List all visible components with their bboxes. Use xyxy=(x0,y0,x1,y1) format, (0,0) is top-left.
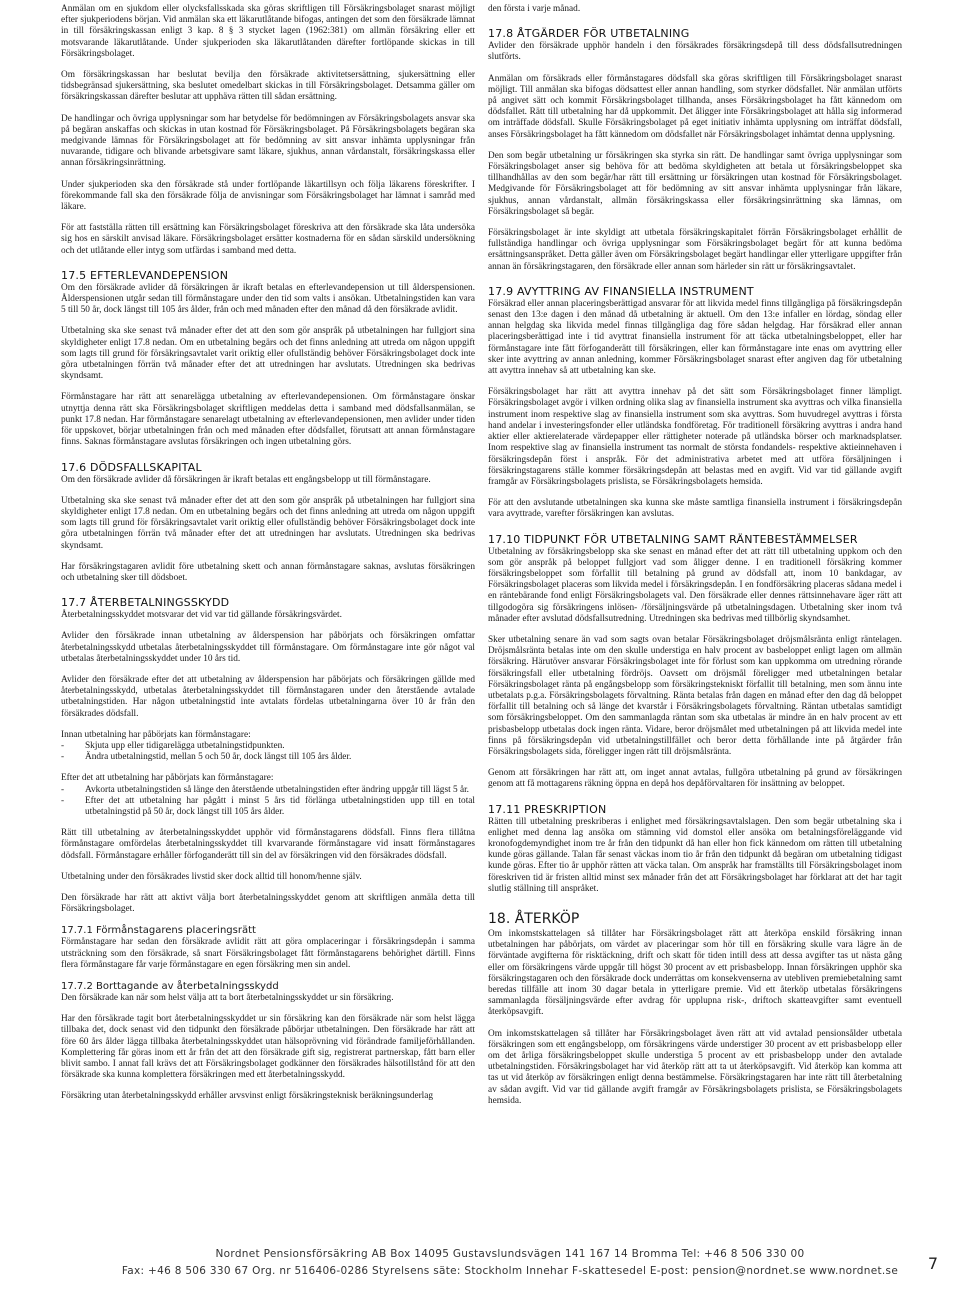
list-intro: Efter det att utbetalning har påbörjats kan förmånstagare: xyxy=(61,773,274,784)
paragraph: För att den avslutande utbetalningen ska kunna ske måste samtliga finansiella instrument i försäkringsdepån vara avyttrade, varefter försäkringen kan avslutas. xyxy=(488,498,902,520)
paragraph: Utbetalning ska ske senast två månader efter det att den som gör anspråk på utbetalningen har fullgjort sina skyldigheter enligt 17.8 nedan. Om en utbetalning begärs och det finns anledning att utreda om någon uppgift som lagts till grund för försäkringsavtalet varit oriktig eller ofullständig behöver Försäkringsbolaget dock inte göra utbetalningen förrän två månader efter det att utredningen har avslutats. Utredningen ska bedrivas skyndsamt. xyxy=(61,326,475,382)
paragraph: De handlingar och övriga upplysningar som har betydelse för bedömningen av Försäkringsbolagets ansvar ska på begäran anskaffas och skickas in utan kostnad för Försäkringsbolaget. På Försäkringsbolagets begäran ska medgivande lämnas för Försäkringsbolaget att för bedömning av sitt ansvar inhämta upplysningar från nuvarande, tidigare och blivande arbetsgivare samt läkare, sjukhus, annan vårdanstalt, försäkringskassa eller annan försäkringsinrättning. xyxy=(61,113,475,169)
paragraph: Sker utbetalning senare än vad som sagts ovan betalar Försäkringsbolaget dröjsmålsränta enligt räntelagen. Dröjsmålsränta betalas inte om den skulle understiga en halv procent av basbeloppet enligt lagen om allmän försäkring. Härutöver ansvarar Försäkringsbolaget inte för förlust som kan uppkomma om utredning rörande försäkringsfall eller utbetalning fördröjs. Oavsett om dröjsmål föreligger med utbetalningen betalar Försäkringsbolaget ränta på engångsbelopp som försäkringstekniskt förfallit till betalning, men som ännu inte utbetalats p.g.a. Försäkringsbolagets förvaltning. Ränta betalas från dagen en månad efter den dag då beloppet förfallit till betalning och så länge det kvarstår i Försäkringsbolagets förvaltning. Räntan utbetalas samtidigt som försäkringsbeloppet. Om den sammanlagda räntan som ska utbetalas är mindre än en halv procent av ett prisbasbelopp utbetalas dock ingen ränta. Vidare, beror dröjsmålet med utbetalningen på att likvida medel inte finns på försäkringsdepån vid utbetalningstillfället och beror detta förhållande inte på åtgärder från Försäkringsbolagets sida, föreligger ingen rätt till dröjsmålsränta. xyxy=(488,634,902,757)
footer-contact: Fax: +46 8 506 330 67 Org. nr 516406-0286 Styrelsens säte: Stockholm Innehar F-skattesedel E-post: pension@nordnet.se www.nordnet.se xyxy=(121,1265,899,1277)
paragraph: Försäkringsbolaget är inte skyldigt att utbetala försäkringskapitalet förrän Försäkringsbolaget erhållit de fullständiga handlingar och övriga upplysningar som Försäkringsbolaget begärt för att kunna bedöma ersättningsanspråket. Detta gäller även om Försäkringsbolaget begärt handlingar eller ytterligare uppgifter från annan än försäkringstagaren, den försäkrade eller annan som härleder sin rätt ur försäkringsavtalet. xyxy=(488,228,902,272)
left-column xyxy=(61,4,475,1103)
section-heading-17-10: 17.10 TIDPUNKT FÖR UTBETALNING SAMT RÄNTEBESTÄMMELSER xyxy=(488,532,858,546)
section-heading-17-9: 17.9 AVYTTRING AV FINANSIELLA INSTRUMENT xyxy=(488,284,754,298)
paragraph: Har den försäkrade tagit bort återbetalningsskyddet ur sin försäkring kan den försäkrade när som helst lägga tillbaka det, dock senast vid den tidpunkt den försäkrade påbörjar utbetalningen. Den försäkrade har rätt att före 60 års ålder lägga tillbaka återbetalningsskyddet utan hälsoprövning vid förändrade familjeförhållanden. Komplettering får göras inom ett år från det att den försäkrade gift sig, registrerat partnerskap, fått barn eller blivit sambo. I annat fall krävs det att Försäkringsbolaget godkänner den försäkrades hälsotillstånd för att den försäkrade ska kunna komplettera försäkringen med ett återbetalningsskydd. xyxy=(61,1014,475,1081)
list-intro: Innan utbetalning har påbörjats kan förmånstagare: xyxy=(61,729,251,740)
paragraph: Utbetalning ska ske senast två månader efter det att den som gör anspråk på utbetalningen har fullgjort sina skyldigheter enligt 17.8 nedan. Om en utbetalning begärs och det finns anledning att utreda om någon uppgift som lagts till grund för försäkringsavtalet varit oriktig eller ofullständig behöver Försäkringsbolaget dock inte göra utbetalningen förrän två månader efter det att utredningen har avslutats. Utredningen ska bedrivas skyndsamt. xyxy=(61,495,475,551)
section-heading-17-11: 17.11 PRESKRIPTION xyxy=(488,802,607,816)
paragraph: Avlider den försäkrade upphör handeln i den försäkrades försäkringsdepå till dess dödsfallsutredningen slutförts. xyxy=(488,41,902,63)
paragraph: Avlider den försäkrade innan utbetalning av ålderspension har påbörjats och försäkringen omfattar återbetalningsskydd utbetalas återbetalningsskyddet till förmånstagare. Om förmånstagare inte gör något val utbetalas återbetalningsskyddet under 10 års tid. xyxy=(61,631,475,664)
paragraph: Försäkring utan återbetalningsskydd erhåller arvsvinst enligt försäkringsteknisk beräkningsunderlag xyxy=(61,1091,434,1102)
paragraph: Har försäkringstagaren avlidit före utbetalning skett och annan förmånstagare saknas, avslutas försäkringen och utbetalning sker till dödsboet. xyxy=(61,561,475,583)
paragraph: Rätt till utbetalning av återbetalningsskyddet upphör vid förmånstagarens dödsfall. Finns flera tillåtna förmånstagare omfördelas återbetalningsskyddet till kvarvarande förmånstagare vid insatt förmånstagares dödsfall. Förmånstagare erhåller förfoganderätt till sin del av försäkringen vid den försäkrades dödsfall. xyxy=(61,828,475,861)
paragraph: Om den försäkrade avlider då försäkringen är ikraft betalas ett engångsbelopp ut till förmånstagare. xyxy=(61,474,431,485)
list-item: - Efter det att utbetalning har pågått i minst 5 års tid förlänga utbetalningstiden upp till en total utbetalningstid på 50 år, dock längst till 105 års ålder. xyxy=(61,796,475,818)
list-item: - Avkorta utbetalningstiden så länge den återstående utbetalningstiden efter ändring uppgår till lägst 5 år. xyxy=(61,785,475,796)
paragraph: Förmånstagare har rätt att senarelägga utbetalning av efterlevandepensionen. Om förmånstagare önskar utnyttja denna rätt ska Försäkringsbolaget skriftligen meddelas detta i samband med dödsfallsanmälan, se punkt 17.8 nedan. Har förmånstagare senarelagt utbetalning av efterlevandepensionen, men avlider under tiden för uppskovet, börjar utbetalningen från och med månaden efter dödsfallet, förutsatt att annan förmånstagare finns. Saknas förmånstagare avslutas försäkringen och ingen utbetalning görs. xyxy=(61,392,475,448)
paragraph: Anmälan om försäkrads eller förmånstagares dödsfall ska göras skriftligen till Försäkringsbolaget snarast möjligt. Till anmälan ska bifogas dödsattest eller annan handling, som styrker dödsfallet. När anmälan utförts på angivet sätt och kommit Försäkringsbolaget tillhanda, anses Försäkringsbolaget ha fått kännedom om dödsfallet. Rätt till utbetalning har då uppkommit. Det åligger inte Försäkringsbolaget att hålla sig informerad om inträffade dödsfall. Skulle Försäkringsbolaget på eget initiativ inhämta upplysning om inträffat dödsfall, anses Försäkringsbolaget ha fått kännedom om dödsfallet när Försäkringsbolaget inhämtat denna upplysning. xyxy=(488,73,902,140)
paragraph: Den försäkrade har rätt att aktivt välja bort återbetalningsskyddet genom att skriftligen anmäla detta till Försäkringsbolaget. xyxy=(61,892,475,915)
paragraph: Den som begär utbetalning ur försäkringen ska styrka sin rätt. De handlingar samt övriga upplysningar som Försäkringsbolaget anser sig behöva för att bedöma skyldigheten att betala ut försäkringsbeloppet ska tillhandhållas av den som begär/har rätt till ersättning ur försäkringen utan kostnad för Försäkringsbolaget. Medgivande för Försäkringsbolaget att för bedömning av sitt ansvar inhämta upplysningar från läkare, sjukhus, annan vårdanstalt, allmän försäkringskassa eller försäkringsinrättning ska lämnas, om Försäkringsbolaget så begär. xyxy=(488,150,902,217)
subsection-heading-17-7-2: 17.7.2 Borttagande av återbetalningsskydd xyxy=(61,981,279,992)
paragraph: Om försäkringskassan har beslutat bevilja den försäkrade aktivitetsersättning, sjukersättning eller tidsbegränsad sjukersättning, ska beslutet omedelbart skickas in till Försäkringsbolaget. Detsamma gäller om försäkringskassan därefter beslutar att upphäva rätten till sådan ersättning. xyxy=(61,70,475,103)
paragraph: Om inkomstskattelagen så tillåter har Försäkringsbolaget även rätt att vid avtalad pensionsålder utbetala försäkringen som ett engångsbelopp, om försäkringens värde understiger 30 procent av ett prisbasbelopp eller om det årliga försäkringsbeloppet skulle understiga 5 procent av ett prisbasbelopp under den avtalade utbetalningstiden. Försäkringsbolaget har vid återköp rätt att ta ut återköpsavgift. Vid återköp kan komma att tas ut vid återköp av försäkringen enligt denna bestämmelse. Försäkringstagaren har inte rätt till återbetalning av sådan avgift. Vid var tid gällande avgift framgår av Försäkringsbolagets prislista, se Försäkringsbolagets hemsida. xyxy=(488,1028,902,1106)
paragraph: För att fastställa rätten till ersättning kan Försäkringsbolaget föreskriva att den försäkrade ska låta undersöka sig hos en särskilt anvisad läkare. Försäkringsbolaget ersätter kostnaderna för en sådan särskild undersökning och det utlåtande eller intyg som utfärdas i samband med detta. xyxy=(61,223,475,256)
subsection-heading-17-7-1: 17.7.1 Förmånstagarens placeringsrätt xyxy=(61,925,256,937)
paragraph: Förmånstagare har sedan den försäkrade avlidit rätt att göra omplaceringar i försäkringsdepån i samma utsträckning som den försäkrade, så snart Försäkringsbolaget fått förmånstagarens behörighet därtill. Finns flera förmånstagare får varje förmånstagare en egen försäkring men sin andel. xyxy=(61,937,475,970)
paragraph: Utbetalning under den försäkrades livstid sker dock alltid till honom/henne själv. xyxy=(61,871,362,882)
paragraph: Om den försäkrade avlider då försäkringen är ikraft betalas en efterlevandepension ut till ålderspensionen. Ålderspensionen utgår sedan till förmånstagare under den tid som valts i ansökan. Utbetalningstiden kan vara 5 till 50 år, dock längst till 105 års ålder, från och med månaden efter den månad då den försäkrade avlidit. xyxy=(61,282,475,316)
section-heading-18: 18. ÅTERKÖP xyxy=(488,911,580,927)
section-heading-17-6: 17.6 DÖDSFALLSKAPITAL xyxy=(61,460,202,474)
paragraph: den första i varje månad. xyxy=(488,4,581,14)
paragraph: Under sjukperioden ska den försäkrade stå under fortlöpande läkartillsyn och följa läkarens föreskrifter. I förekommande fall ska den försäkrade följa de anvisningar som Försäkringsbolaget har lämnat i samråd med läkare. xyxy=(61,179,475,213)
paragraph: Försäkringsbolaget har rätt att avyttra innehav på det sätt som Försäkringsbolaget finner lämpligt. Försäkringsbolaget avgör i vilken ordning olika slag av finansiella instrument ska avyttras och vilka finansiella instrument inom respektive slag av finansiella instrument som ska avyttras. Som huvudregel avyttras i första hand andelar i investeringsfonder eller utländska fondföretag. För traditionell försäkring avyttras i andra hand aktier eller aktierelaterade värdepapper eller rättigheter noterade på utländska börser och marknadsplatser. Inom respektive slag av finansiella instrument tas normalt de största fondandels- respektive aktieinnehaven i försäkringsdepån först i anspråk. För det administrativa arbetet med att utföra försäljningen i försäkringstagarens ställe kommer försäkringsdepån att belastas med en avgift. Vid var tid gällande avgift framgår av Försäkringsbolagets prislista, se Försäkringsbolagets hemsida. xyxy=(488,387,902,487)
paragraph: Försäkrad eller annan placeringsberättigad ansvarar för att likvida medel finns tillgängliga på försäkringsdepån senast den 13:e dagen i den månad då utbetalning är aktuell. Om den 13:e infaller en lördag, söndag eller annan helgdag ska likvida medel finnas tillgängliga dag före sådan helgdag. Har försäkrad eller annan placeringsberättigad inte i tid avyttrat finansiella instrument för att täcka utbetalningsbeloppet, eller har förmånstagare inte fått förfoganderätt till försäkringen, eller kan förmånstagare inte enas om avyttring eller sker inte avyttring av annan anledning, kommer Försäkringsbolaget snarast efter angiven dag för utbetalning att avyttra innehav så att utbetalning kan ske. xyxy=(488,298,902,377)
list-item: - Ändra utbetalningstid, mellan 5 och 50 år, dock längst till 105 års ålder. xyxy=(61,752,475,763)
paragraph: Återbetalningsskyddet motsvarar det vid var tid gällande försäkringsvärdet. xyxy=(61,610,342,621)
section-heading-17-8: 17.8 ÅTGÄRDER FÖR UTBETALNING xyxy=(488,27,690,41)
section-heading-17-5: 17.5 EFTERLEVANDEPENSION xyxy=(61,268,229,282)
list-item: - Skjuta upp eller tidigarelägga utbetalningstidpunkten. xyxy=(61,741,475,752)
paragraph: Om inkomstskattelagen så tillåter har Försäkringsbolaget rätt att återköpa enskild försäkring innan utbetalningen har påbörjats, om värdet av placeringar som hör till en försäkring skulle vara lägre än de förväntade avgifterna för risktäckning, drift och skatt för tiden intill dess att dessa avgifter tas ut nästa gång eller om försäkringens värde uppgår till högst 30 procent av ett prisbasbelopp. Innan försäkringen upphör ska försäkringstagaren och den försäkrade dock underrättas om konsekvenserna av utebliven premiebetalning samt beredas tillfälle att inom 30 dagar betala in ytterligare premie. Vid ett återköp utbetalas försäkringens sammanlagda försäljningsvärde efter avdrag för upplupna risk-, driftoch skatteavgifter samt eventuell återköpsavgift. xyxy=(488,929,902,1018)
paragraph: Utbetalning av försäkringsbelopp ska ske senast en månad efter det att rätt till utbetalning uppkom och den som gör anspråk på beloppet fullgjort vad som åligger denne. I en traditionell försäkring kommer försäkringsbeloppet som förfallit till betalning på grund av dödsfall att, inom 10 bankdagar, av Försäkringsbolaget placeras som likvida medel i försäkringsdepån. I en fondförsäkring placeras sådana medel i en räntebärande fond enligt Försäkringsbolagets val. Den försäkrade eller dennes rättsinnehavare äger rätt att tillgodogöra sig försäkringens inlösen- /försäljningsvärde på utbetalningsdagen. Utbetalning sker inom två månader efter avslutad dödsfallsutredning. Utredningen ska bedrivas med tillbörlig skyndsamhet. xyxy=(488,546,902,624)
paragraph: Den försäkrade kan när som helst välja att ta bort återbetalningsskyddet ur sin försäkring. xyxy=(61,993,394,1003)
paragraph: Rätten till utbetalning preskriberas i enlighet med försäkringsavtalslagen. Den som begär utbetalning ska i enlighet med denna lag ansöka om stämning vid domstol eller ansöka om betalningsföreläggande vid kronofogdemyndighet inom tre år från den tidpunkt då han eller hon fick kännedom om rätten till utbetalning kunde göras gällande. Talan får senast väckas inom tio år från den tidpunkt då begäran om utbetalning tidigast kunde göras. Efter tio år upphör rätten att väcka talan. Om anspråk har framställts till Försäkringsbolaget inom föreskriven tid är fristen alltid minst sex månader från det att Försäkringsbolaget har förklarat att det har tagit slutlig ställning till anspråket. xyxy=(488,816,902,894)
section-heading-17-7: 17.7 ÅTERBETALNINGSSKYDD xyxy=(61,596,230,610)
paragraph: Avlider den försäkrade efter det att utbetalning av ålderspension har påbörjats och försäkringen gällde med återbetalningsskydd, utbetalas återbetalningsskyddet till förmånstagaren under den återstående avtalade utbetalningstiden. Har någon utbetalningstid inte avtalats fördelas utbetalningarna över 10 år från den försäkrades dödsfall. xyxy=(61,674,475,719)
right-column xyxy=(488,4,902,1107)
paragraph: Genom att försäkringen har rätt att, om inget annat avtalas, fullgöra utbetalning på grund av försäkringen genom att få mottagarens räkning öppna en depå hos depåförvaltaren för insättning av beloppet. xyxy=(488,768,902,790)
page-number: 7 xyxy=(927,1254,938,1273)
paragraph: Anmälan om en sjukdom eller olycksfallsskada ska göras skriftligen till Försäkringsbolaget snarast möjligt efter sjukperiodens början. Vid anmälan ska ett läkarutlåtande bifogas, antingen det som den försäkrade lämnat in till försäkringskassan enligt 3 kap. 8 § 3 stycket lagen (1962:381) om allmän försäkring eller ett motsvarande läkarutlåtande. Under sjukperioden ska läkarutlåtanden därefter fortlöpande skickas in till Försäkringsbolaget. xyxy=(61,4,475,59)
footer-address: Nordnet Pensionsförsäkring AB Box 14095 Gustavslundsvägen 141 167 14 Bromma Tel: +46 8 506 330 00 xyxy=(215,1248,805,1260)
